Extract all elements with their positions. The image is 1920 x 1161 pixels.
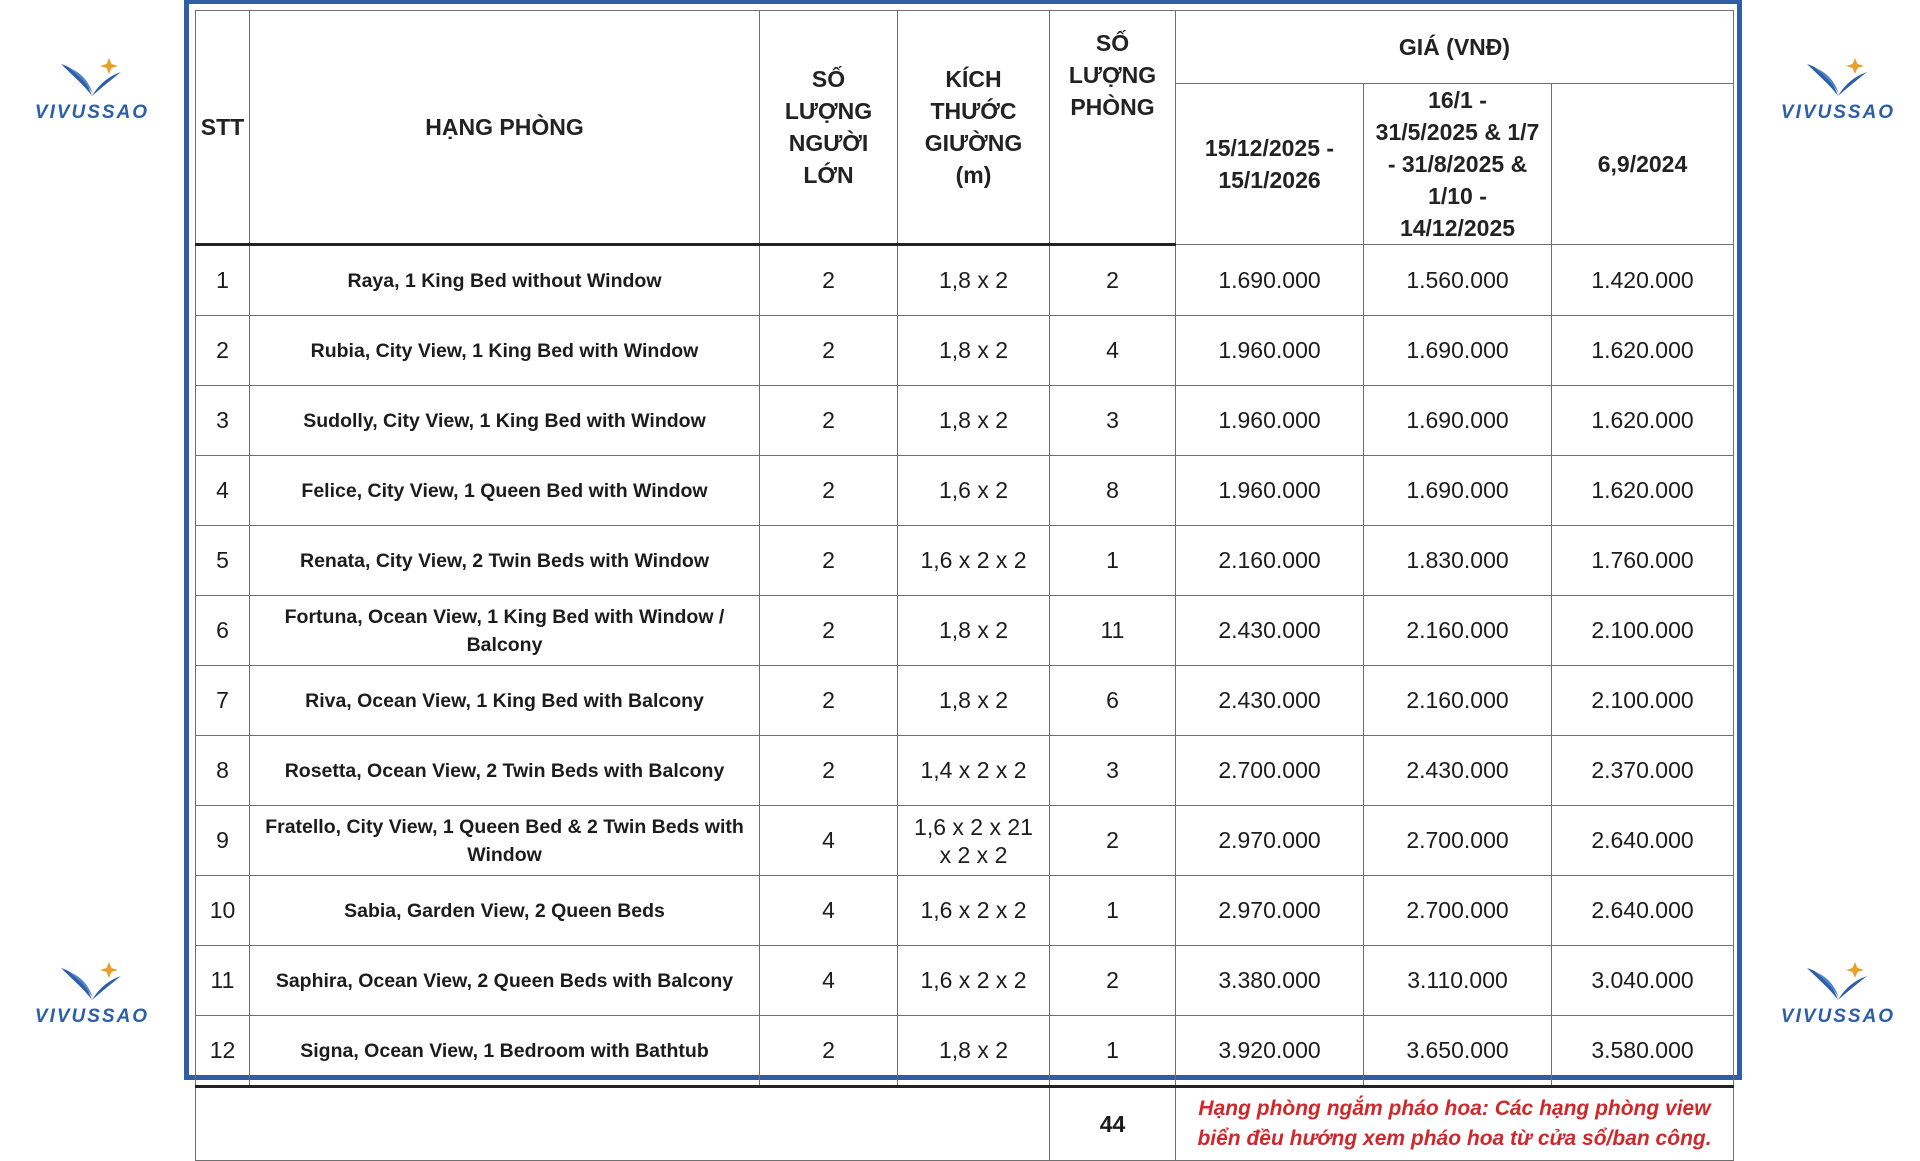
- row-price-period-1: 2.430.000: [1176, 596, 1364, 666]
- row-price-period-2: 2.160.000: [1364, 596, 1552, 666]
- table-row: [196, 946, 1734, 1016]
- row-stt: 12: [196, 1016, 250, 1087]
- row-adults: 2: [760, 316, 898, 386]
- row-price-period-3: 2.100.000: [1552, 596, 1734, 666]
- row-room-name: Raya, 1 King Bed without Window: [250, 245, 760, 316]
- row-price-period-2: 2.700.000: [1364, 806, 1552, 876]
- wings-star-logo-icon: [55, 58, 129, 102]
- row-price-period-3: 1.620.000: [1552, 456, 1734, 526]
- row-bed-size: 1,8 x 2: [898, 596, 1050, 666]
- row-bed-size: 1,8 x 2: [898, 316, 1050, 386]
- brand-name: VIVUSSAO: [1780, 1006, 1896, 1027]
- row-price-period-3: 2.100.000: [1552, 666, 1734, 736]
- row-room-name: Renata, City View, 2 Twin Beds with Window: [250, 526, 760, 596]
- row-price-period-2: 1.690.000: [1364, 456, 1552, 526]
- wings-star-logo-icon: [1801, 962, 1875, 1006]
- header-period-1: 15/12/2025 - 15/1/2026: [1176, 84, 1364, 245]
- logo-top-left: [22, 58, 162, 148]
- row-adults: 4: [760, 806, 898, 876]
- row-price-period-3: 1.420.000: [1552, 245, 1734, 316]
- row-room-count: 1: [1050, 526, 1176, 596]
- table-row: [196, 386, 1734, 456]
- row-price-period-3: 1.620.000: [1552, 386, 1734, 456]
- row-price-period-3: 1.760.000: [1552, 526, 1734, 596]
- row-room-count: 2: [1050, 946, 1176, 1016]
- row-adults: 2: [760, 736, 898, 806]
- row-price-period-1: 3.920.000: [1176, 1016, 1364, 1087]
- row-stt: 11: [196, 946, 250, 1016]
- row-stt: 3: [196, 386, 250, 456]
- row-bed-size: 1,8 x 2: [898, 245, 1050, 316]
- row-bed-size: 1,8 x 2: [898, 1016, 1050, 1087]
- header-period-3: 6,9/2024: [1552, 84, 1734, 245]
- table-row: [196, 245, 1734, 316]
- row-adults: 2: [760, 596, 898, 666]
- row-adults: 2: [760, 386, 898, 456]
- row-price-period-1: 3.380.000: [1176, 946, 1364, 1016]
- header-stt: STT: [196, 11, 250, 245]
- row-room-name: Signa, Ocean View, 1 Bedroom with Bathtub: [250, 1016, 760, 1087]
- row-stt: 8: [196, 736, 250, 806]
- row-price-period-1: 2.430.000: [1176, 666, 1364, 736]
- total-rooms: 44: [1050, 1087, 1176, 1161]
- row-price-period-1: 2.970.000: [1176, 806, 1364, 876]
- brand-name: VIVUSSAO: [34, 102, 150, 123]
- row-adults: 4: [760, 946, 898, 1016]
- row-adults: 2: [760, 526, 898, 596]
- row-room-name: Sabia, Garden View, 2 Queen Beds: [250, 876, 760, 946]
- wings-star-logo-icon: [1801, 58, 1875, 102]
- row-bed-size: 1,6 x 2 x 2: [898, 946, 1050, 1016]
- row-bed-size: 1,6 x 2: [898, 456, 1050, 526]
- row-room-count: 3: [1050, 736, 1176, 806]
- row-price-period-3: 1.620.000: [1552, 316, 1734, 386]
- row-room-count: 1: [1050, 1016, 1176, 1087]
- row-adults: 2: [760, 456, 898, 526]
- row-price-period-1: 2.970.000: [1176, 876, 1364, 946]
- row-stt: 7: [196, 666, 250, 736]
- header-room-type: HẠNG PHÒNG: [250, 11, 760, 245]
- row-room-count: 2: [1050, 245, 1176, 316]
- row-price-period-1: 1.690.000: [1176, 245, 1364, 316]
- row-price-period-3: 2.640.000: [1552, 876, 1734, 946]
- row-price-period-2: 1.560.000: [1364, 245, 1552, 316]
- row-price-period-1: 1.960.000: [1176, 456, 1364, 526]
- row-price-period-2: 1.690.000: [1364, 316, 1552, 386]
- row-price-period-2: 2.700.000: [1364, 876, 1552, 946]
- row-stt: 6: [196, 596, 250, 666]
- row-stt: 2: [196, 316, 250, 386]
- header-adults: SỐ LƯỢNG NGƯỜI LỚN: [760, 11, 898, 245]
- table-row: [196, 316, 1734, 386]
- row-room-count: 4: [1050, 316, 1176, 386]
- row-stt: 4: [196, 456, 250, 526]
- table-footer: [196, 1087, 1734, 1161]
- header-price: GIÁ (VNĐ): [1176, 11, 1734, 84]
- row-stt: 9: [196, 806, 250, 876]
- row-adults: 2: [760, 245, 898, 316]
- row-adults: 2: [760, 1016, 898, 1087]
- header-bed-size: KÍCH THƯỚC GIƯỜNG (m): [898, 11, 1050, 245]
- table-row: [196, 806, 1734, 876]
- header-room-count: SỐ LƯỢNG PHÒNG: [1050, 11, 1176, 245]
- row-room-name: Fortuna, Ocean View, 1 King Bed with Window / Balcony: [250, 596, 760, 666]
- row-room-count: 8: [1050, 456, 1176, 526]
- row-price-period-2: 2.430.000: [1364, 736, 1552, 806]
- row-price-period-3: 2.370.000: [1552, 736, 1734, 806]
- row-room-name: Sudolly, City View, 1 King Bed with Window: [250, 386, 760, 456]
- row-bed-size: 1,6 x 2 x 2: [898, 526, 1050, 596]
- row-bed-size: 1,8 x 2: [898, 666, 1050, 736]
- row-price-period-3: 3.040.000: [1552, 946, 1734, 1016]
- row-room-name: Saphira, Ocean View, 2 Queen Beds with Balcony: [250, 946, 760, 1016]
- row-room-name: Felice, City View, 1 Queen Bed with Window: [250, 456, 760, 526]
- brand-name: VIVUSSAO: [1780, 102, 1896, 123]
- table-frame: [184, 0, 1742, 1150]
- row-room-name: Riva, Ocean View, 1 King Bed with Balcony: [250, 666, 760, 736]
- row-price-period-3: 3.580.000: [1552, 1016, 1734, 1087]
- row-adults: 2: [760, 666, 898, 736]
- row-price-period-1: 2.700.000: [1176, 736, 1364, 806]
- row-bed-size: 1,6 x 2 x 2: [898, 876, 1050, 946]
- row-price-period-2: 2.160.000: [1364, 666, 1552, 736]
- logo-bottom-left: [22, 962, 162, 1052]
- table-row: [196, 666, 1734, 736]
- table-row: [196, 526, 1734, 596]
- row-price-period-2: 3.110.000: [1364, 946, 1552, 1016]
- logo-top-right: [1768, 58, 1908, 148]
- row-room-name: Fratello, City View, 1 Queen Bed & 2 Twin Beds with Window: [250, 806, 760, 876]
- brand-name: VIVUSSAO: [34, 1006, 150, 1027]
- row-stt: 5: [196, 526, 250, 596]
- row-price-period-1: 1.960.000: [1176, 316, 1364, 386]
- fireworks-note: Hạng phòng ngắm pháo hoa: Các hạng phòng view biển đều hướng xem pháo hoa từ cửa sổ/ban công.: [1176, 1087, 1734, 1161]
- row-stt: 10: [196, 876, 250, 946]
- row-stt: 1: [196, 245, 250, 316]
- row-price-period-1: 1.960.000: [1176, 386, 1364, 456]
- table-body: [196, 245, 1734, 1087]
- row-room-count: 11: [1050, 596, 1176, 666]
- row-room-count: 3: [1050, 386, 1176, 456]
- header-period-2: 16/1 - 31/5/2025 & 1/7 - 31/8/2025 & 1/10 - 14/12/2025: [1364, 84, 1552, 245]
- row-price-period-2: 3.650.000: [1364, 1016, 1552, 1087]
- row-price-period-2: 1.690.000: [1364, 386, 1552, 456]
- row-room-count: 1: [1050, 876, 1176, 946]
- row-bed-size: 1,8 x 2: [898, 386, 1050, 456]
- row-room-name: Rosetta, Ocean View, 2 Twin Beds with Balcony: [250, 736, 760, 806]
- room-rate-table: [195, 10, 1734, 1161]
- row-room-count: 2: [1050, 806, 1176, 876]
- table-row: [196, 876, 1734, 946]
- footer-empty: [196, 1087, 1050, 1161]
- row-room-count: 6: [1050, 666, 1176, 736]
- logo-bottom-right: [1768, 962, 1908, 1052]
- table-row: [196, 456, 1734, 526]
- row-adults: 4: [760, 876, 898, 946]
- row-room-name: Rubia, City View, 1 King Bed with Window: [250, 316, 760, 386]
- table-row: [196, 1016, 1734, 1087]
- row-bed-size: 1,4 x 2 x 2: [898, 736, 1050, 806]
- row-price-period-2: 1.830.000: [1364, 526, 1552, 596]
- row-price-period-1: 2.160.000: [1176, 526, 1364, 596]
- row-price-period-3: 2.640.000: [1552, 806, 1734, 876]
- row-bed-size: 1,6 x 2 x 21 x 2 x 2: [898, 806, 1050, 876]
- table-row: [196, 736, 1734, 806]
- table-row: [196, 596, 1734, 666]
- wings-star-logo-icon: [55, 962, 129, 1006]
